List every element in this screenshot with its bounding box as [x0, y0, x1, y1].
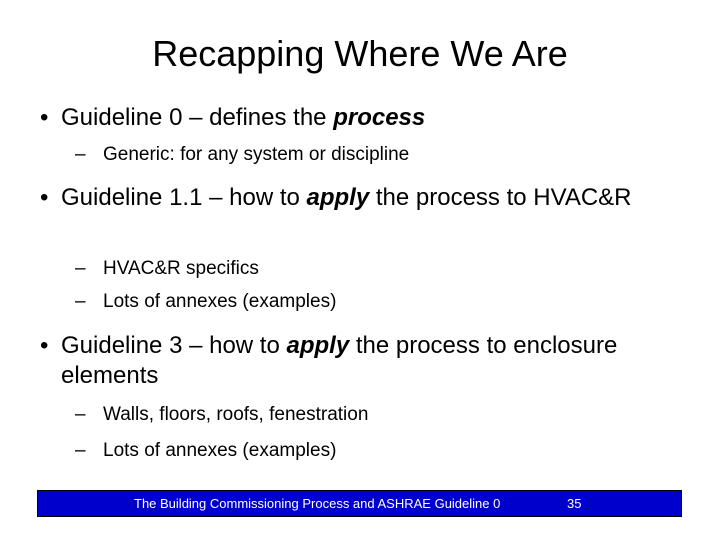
sub-bullet-text: HVAC&R specifics	[103, 258, 259, 279]
emphasis: apply	[286, 332, 350, 359]
slide-title: Recapping Where We Are	[152, 33, 568, 74]
emphasis: process	[333, 104, 426, 131]
bullet-icon: •	[40, 332, 49, 359]
sub-bullet-text: Walls, floors, roofs, fenestration	[103, 404, 369, 425]
footer-text: The Building Commissioning Process and ASHRAE Guideline 0	[134, 496, 501, 511]
sub-bullet-text: Lots of annexes (examples)	[103, 440, 337, 461]
dash-icon: –	[75, 291, 86, 312]
dash-icon: –	[75, 440, 86, 461]
sub-bullet-text: Lots of annexes (examples)	[103, 291, 337, 312]
dash-icon: –	[75, 258, 86, 279]
bullet-text: Guideline 1.1 – how to apply the process to HVAC&R	[61, 184, 632, 211]
bullet-text: Guideline 3 – how to apply the process to enclosure elements	[61, 332, 618, 389]
footer-bar	[37, 490, 682, 517]
bullet-text: Guideline 0 – defines the process	[61, 104, 426, 131]
emphasis: apply	[306, 184, 370, 211]
bullet-icon: •	[40, 184, 49, 211]
page-number: 35	[567, 496, 582, 511]
dash-icon: –	[75, 404, 86, 425]
sub-bullet-text: Generic: for any system or discipline	[103, 144, 410, 165]
bullet-icon: •	[40, 104, 49, 131]
dash-icon: –	[75, 144, 86, 165]
